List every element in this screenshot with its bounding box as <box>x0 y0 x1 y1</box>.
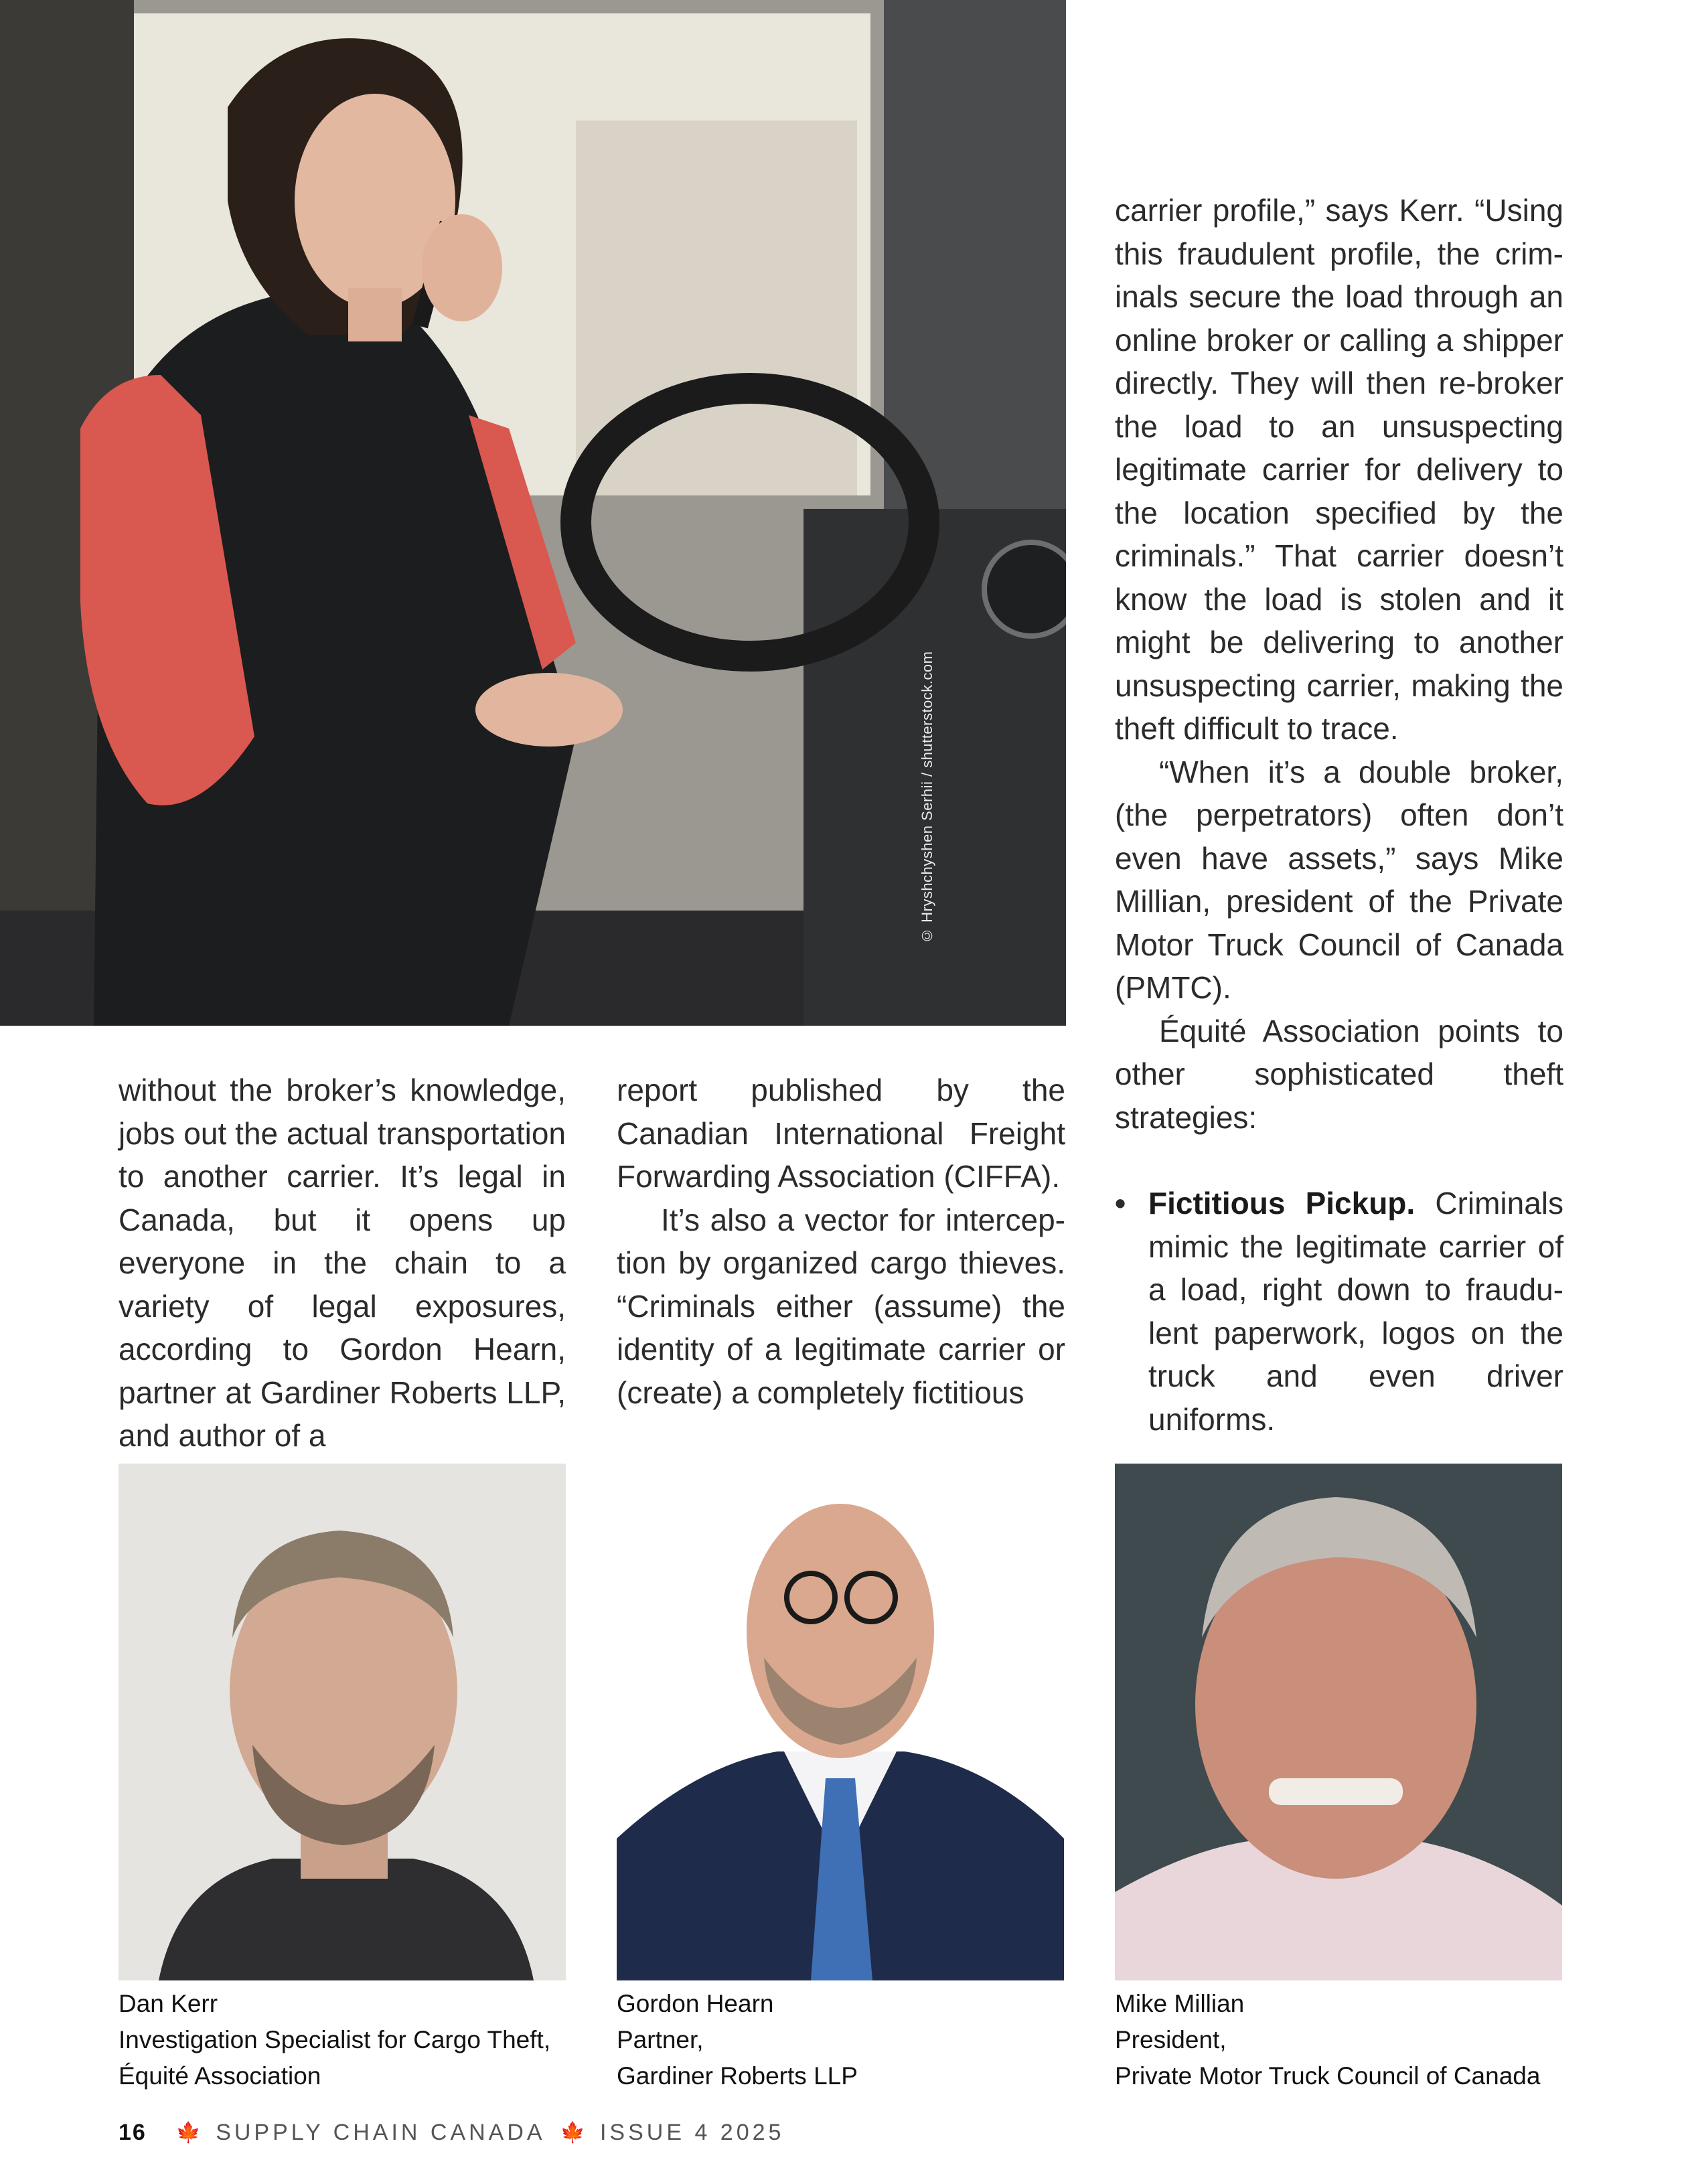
article-column-3 <box>1115 189 1563 1441</box>
bullet-item <box>1115 1182 1563 1441</box>
maple-leaf-icon: 🍁 <box>175 2122 202 2144</box>
article-paragraph: without the broker’s knowledge, jobs out the actual transportation to another carrier. It’s legal in Canada, but it opens up everyone in the chain to a variety of legal exposures, according to Gordon Hearn, partner at Gardiner Roberts LLP, and author of a <box>119 1073 566 1453</box>
caption-title: President, <box>1115 2026 1227 2053</box>
caption-organization: Équité Association <box>119 2062 321 2090</box>
article-column-2 <box>617 1069 1065 1414</box>
caption-title: Partner, <box>617 2026 704 2053</box>
caption-name: Dan Kerr <box>119 1990 218 2017</box>
caption-organization: Private Motor Truck Council of Canada <box>1115 2062 1541 2090</box>
page-number: 16 <box>119 2120 147 2145</box>
hero-photo <box>0 0 1066 1026</box>
article-paragraph: Équité Association points to other sophisticated theft strategies: <box>1115 1013 1563 1135</box>
article-column-1 <box>119 1069 566 1458</box>
issue-label: ISSUE 4 2025 <box>599 2120 785 2145</box>
photo-credit: © Hryshchyshen Serhii / shutterstock.com <box>919 651 935 944</box>
article-paragraph: report published by the Canadian International Freight Forwarding Association (CIFFA). <box>617 1073 1065 1194</box>
portrait-illustration <box>119 1464 566 1980</box>
bullet-marker: • <box>1115 1186 1126 1221</box>
article-paragraph: It’s also a vector for interception by organized cargo thieves. “Criminals either (assume) the identity of a legitimate carrier or (create) a completely fictitious <box>617 1202 1065 1410</box>
portrait-illustration <box>617 1464 1064 1980</box>
publication-name: SUPPLY CHAIN CANADA <box>216 2120 546 2145</box>
portrait-illustration <box>1115 1464 1562 1980</box>
caption-name: Mike Millian <box>1115 1990 1245 2017</box>
truck-driver-illustration <box>0 0 1066 1026</box>
page-footer <box>119 2120 784 2146</box>
caption-gordon-hearn <box>617 1986 1085 2094</box>
caption-organization: Gardiner Roberts LLP <box>617 2062 858 2090</box>
article-paragraph: carrier profile,” says Kerr. “Using this fraudulent profile, the criminals secure the load through an online broker or calling a shipper directly. They will then re-broker the load to an unsuspecting legitimate carrier for delivery to the location specified by the criminals.” That carrier doesn’t know the load is stolen and it might be delivering to another unsuspecting carrier, making the theft difficult to trace. <box>1115 193 1563 746</box>
article-paragraph: “When it’s a double broker, (the perpetrators) often don’t even have assets,” says Mike Millian, president of the Private Motor Truck Council of Canada (PMTC). <box>1115 754 1563 1005</box>
caption-name: Gordon Hearn <box>617 1990 774 2017</box>
maple-leaf-icon: 🍁 <box>560 2122 585 2144</box>
portrait-gordon-hearn <box>617 1464 1064 1980</box>
caption-title: Investigation Specialist for Cargo Theft, <box>119 2026 551 2053</box>
caption-dan-kerr <box>119 1986 587 2094</box>
portrait-dan-kerr <box>119 1464 566 1980</box>
bullet-text: Criminals mimic the legitimate carrier of a load, right down to fraudulent paperwork, logos on the truck and even driver uniforms. <box>1148 1186 1564 1437</box>
portrait-mike-millian <box>1115 1464 1562 1980</box>
bullet-title: Fictitious Pickup. <box>1148 1186 1416 1221</box>
caption-mike-millian <box>1115 1986 1597 2094</box>
